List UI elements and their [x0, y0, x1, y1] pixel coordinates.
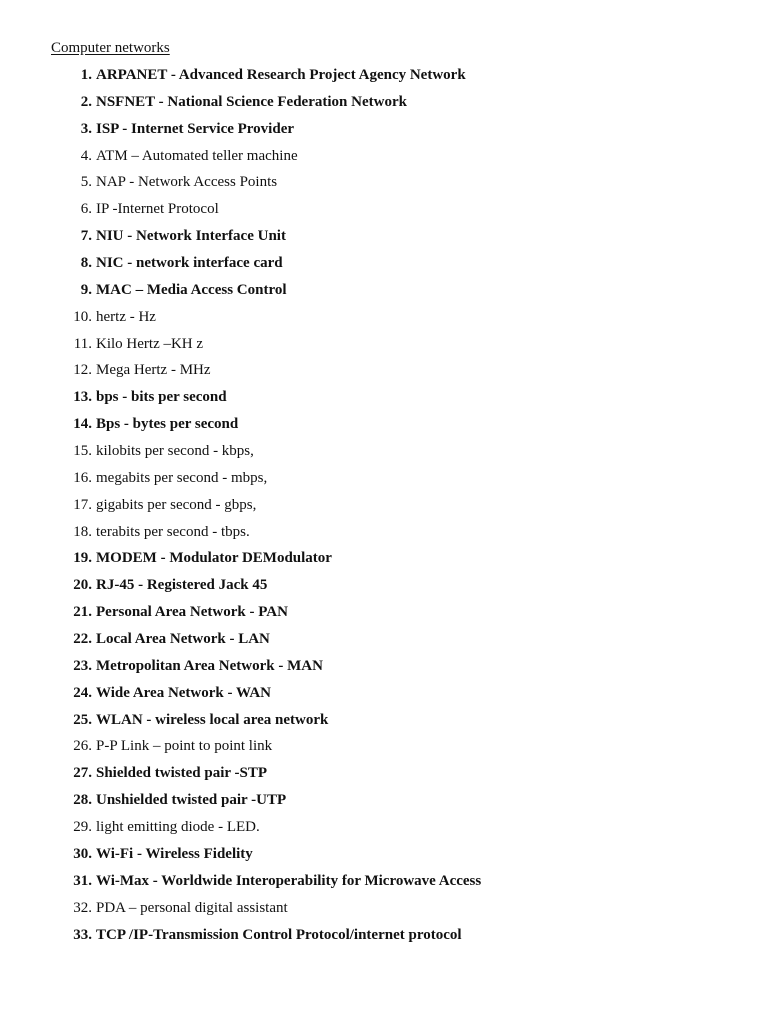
- list-item-text: IP -Internet Protocol: [96, 201, 219, 218]
- list-item-text: hertz - Hz: [96, 308, 156, 325]
- list-item-text: terabits per second - tbps.: [96, 523, 250, 540]
- list-item-number: 6.: [80, 201, 92, 218]
- list-item-number: 11.: [73, 335, 92, 352]
- list-item: [0, 280, 768, 307]
- list-item-text: TCP /IP-Transmission Control Protocol/internet protocol: [96, 926, 462, 943]
- list-item-number: 18.: [73, 523, 92, 540]
- list-item-number: 28.: [73, 792, 92, 809]
- list-item-number: 2.: [80, 93, 92, 110]
- list-item: [0, 414, 768, 441]
- list-item-text: NIU - Network Interface Unit: [96, 228, 286, 245]
- list-item-number: 9.: [80, 281, 92, 298]
- list-item: [0, 871, 768, 898]
- list-item-text: Local Area Network - LAN: [96, 631, 270, 648]
- list-item-text: ISP - Internet Service Provider: [96, 120, 295, 137]
- list-item: [0, 253, 768, 280]
- list-item: [0, 199, 768, 226]
- list-item: [0, 925, 768, 952]
- list-item-number: 16.: [73, 469, 92, 486]
- list-item: [0, 736, 768, 763]
- list-item-text: Mega Hertz - MHz: [96, 362, 211, 379]
- list-item: [0, 763, 768, 790]
- list-item-text: NIC - network interface card: [96, 255, 283, 272]
- list-item-text: MAC – Media Access Control: [96, 281, 287, 298]
- list-item-number: 7.: [80, 228, 92, 245]
- list-item-text: Kilo Hertz –KH z: [96, 335, 204, 352]
- list-item-number: 23.: [73, 657, 92, 674]
- list-item-text: gigabits per second - gbps,: [96, 496, 257, 513]
- acronym-list: [0, 65, 768, 951]
- list-item-text: RJ-45 - Registered Jack 45: [96, 577, 268, 594]
- list-item-text: Wi-Fi - Wireless Fidelity: [96, 845, 253, 862]
- list-item-text: MODEM - Modulator DEModulator: [96, 550, 332, 567]
- list-item-text: Shielded twisted pair -STP: [96, 765, 267, 782]
- list-item-text: Bps - bytes per second: [96, 416, 239, 433]
- list-item: [0, 656, 768, 683]
- list-item-number: 27.: [73, 765, 92, 782]
- list-item-number: 3.: [80, 120, 92, 137]
- list-item-number: 25.: [73, 711, 92, 728]
- list-item-number: 21.: [73, 604, 92, 621]
- list-item: [0, 468, 768, 495]
- list-item: [0, 92, 768, 119]
- list-item-text: Unshielded twisted pair -UTP: [96, 792, 287, 809]
- document-title: Computer networks: [51, 40, 170, 56]
- list-item: [0, 575, 768, 602]
- list-item: [0, 65, 768, 92]
- list-item-number: 10.: [73, 308, 92, 325]
- list-item-number: 5.: [80, 174, 92, 191]
- list-item-text: Wi-Max - Worldwide Interoperability for Microwave Access: [96, 872, 482, 889]
- list-item: [0, 360, 768, 387]
- list-item: [0, 522, 768, 549]
- list-item-number: 33.: [73, 926, 92, 943]
- list-item-number: 31.: [73, 872, 92, 889]
- list-item-text: NAP - Network Access Points: [96, 174, 278, 191]
- list-item: [0, 790, 768, 817]
- list-item: [0, 548, 768, 575]
- list-item-number: 1.: [80, 67, 92, 83]
- list-item-number: 22.: [73, 631, 92, 648]
- list-item-text: P-P Link – point to point link: [96, 738, 273, 755]
- list-item-text: PDA – personal digital assistant: [96, 899, 288, 916]
- list-item-number: 30.: [73, 845, 92, 862]
- list-item-text: ARPANET - Advanced Research Project Agency Network: [96, 67, 466, 83]
- list-item-number: 24.: [73, 684, 92, 701]
- list-item: [0, 387, 768, 414]
- list-item: [0, 495, 768, 522]
- list-item: [0, 441, 768, 468]
- list-item-text: WLAN - wireless local area network: [96, 711, 329, 728]
- list-item-text: kilobits per second - kbps,: [96, 443, 254, 460]
- list-item-number: 26.: [73, 738, 92, 755]
- list-item-number: 12.: [73, 362, 92, 379]
- list-item: [0, 334, 768, 361]
- list-item-text: bps - bits per second: [96, 389, 227, 406]
- list-item: [0, 119, 768, 146]
- list-item: [0, 602, 768, 629]
- list-item-text: ATM – Automated teller machine: [96, 147, 298, 164]
- list-item-text: light emitting diode - LED.: [96, 819, 260, 836]
- list-item-text: megabits per second - mbps,: [96, 469, 268, 486]
- list-item-number: 14.: [73, 416, 92, 433]
- list-item-text: Wide Area Network - WAN: [96, 684, 271, 701]
- list-item-number: 19.: [73, 550, 92, 567]
- list-item: [0, 146, 768, 173]
- list-item: [0, 683, 768, 710]
- list-item: [0, 710, 768, 737]
- list-item: [0, 844, 768, 871]
- list-item: [0, 898, 768, 925]
- list-item-number: 17.: [73, 496, 92, 513]
- list-item-number: 13.: [73, 389, 92, 406]
- list-item-number: 20.: [73, 577, 92, 594]
- list-item-number: 29.: [73, 819, 92, 836]
- list-item: [0, 817, 768, 844]
- list-item-text: Personal Area Network - PAN: [96, 604, 288, 621]
- list-item: [0, 307, 768, 334]
- list-item: [0, 226, 768, 253]
- list-item-number: 8.: [80, 255, 92, 272]
- list-item-number: 4.: [80, 147, 92, 164]
- list-item: [0, 629, 768, 656]
- list-item-number: 32.: [73, 899, 92, 916]
- list-item-number: 15.: [73, 443, 92, 460]
- list-item-text: Metropolitan Area Network - MAN: [96, 657, 323, 674]
- list-item: [0, 172, 768, 199]
- list-item-text: NSFNET - National Science Federation Network: [96, 93, 407, 110]
